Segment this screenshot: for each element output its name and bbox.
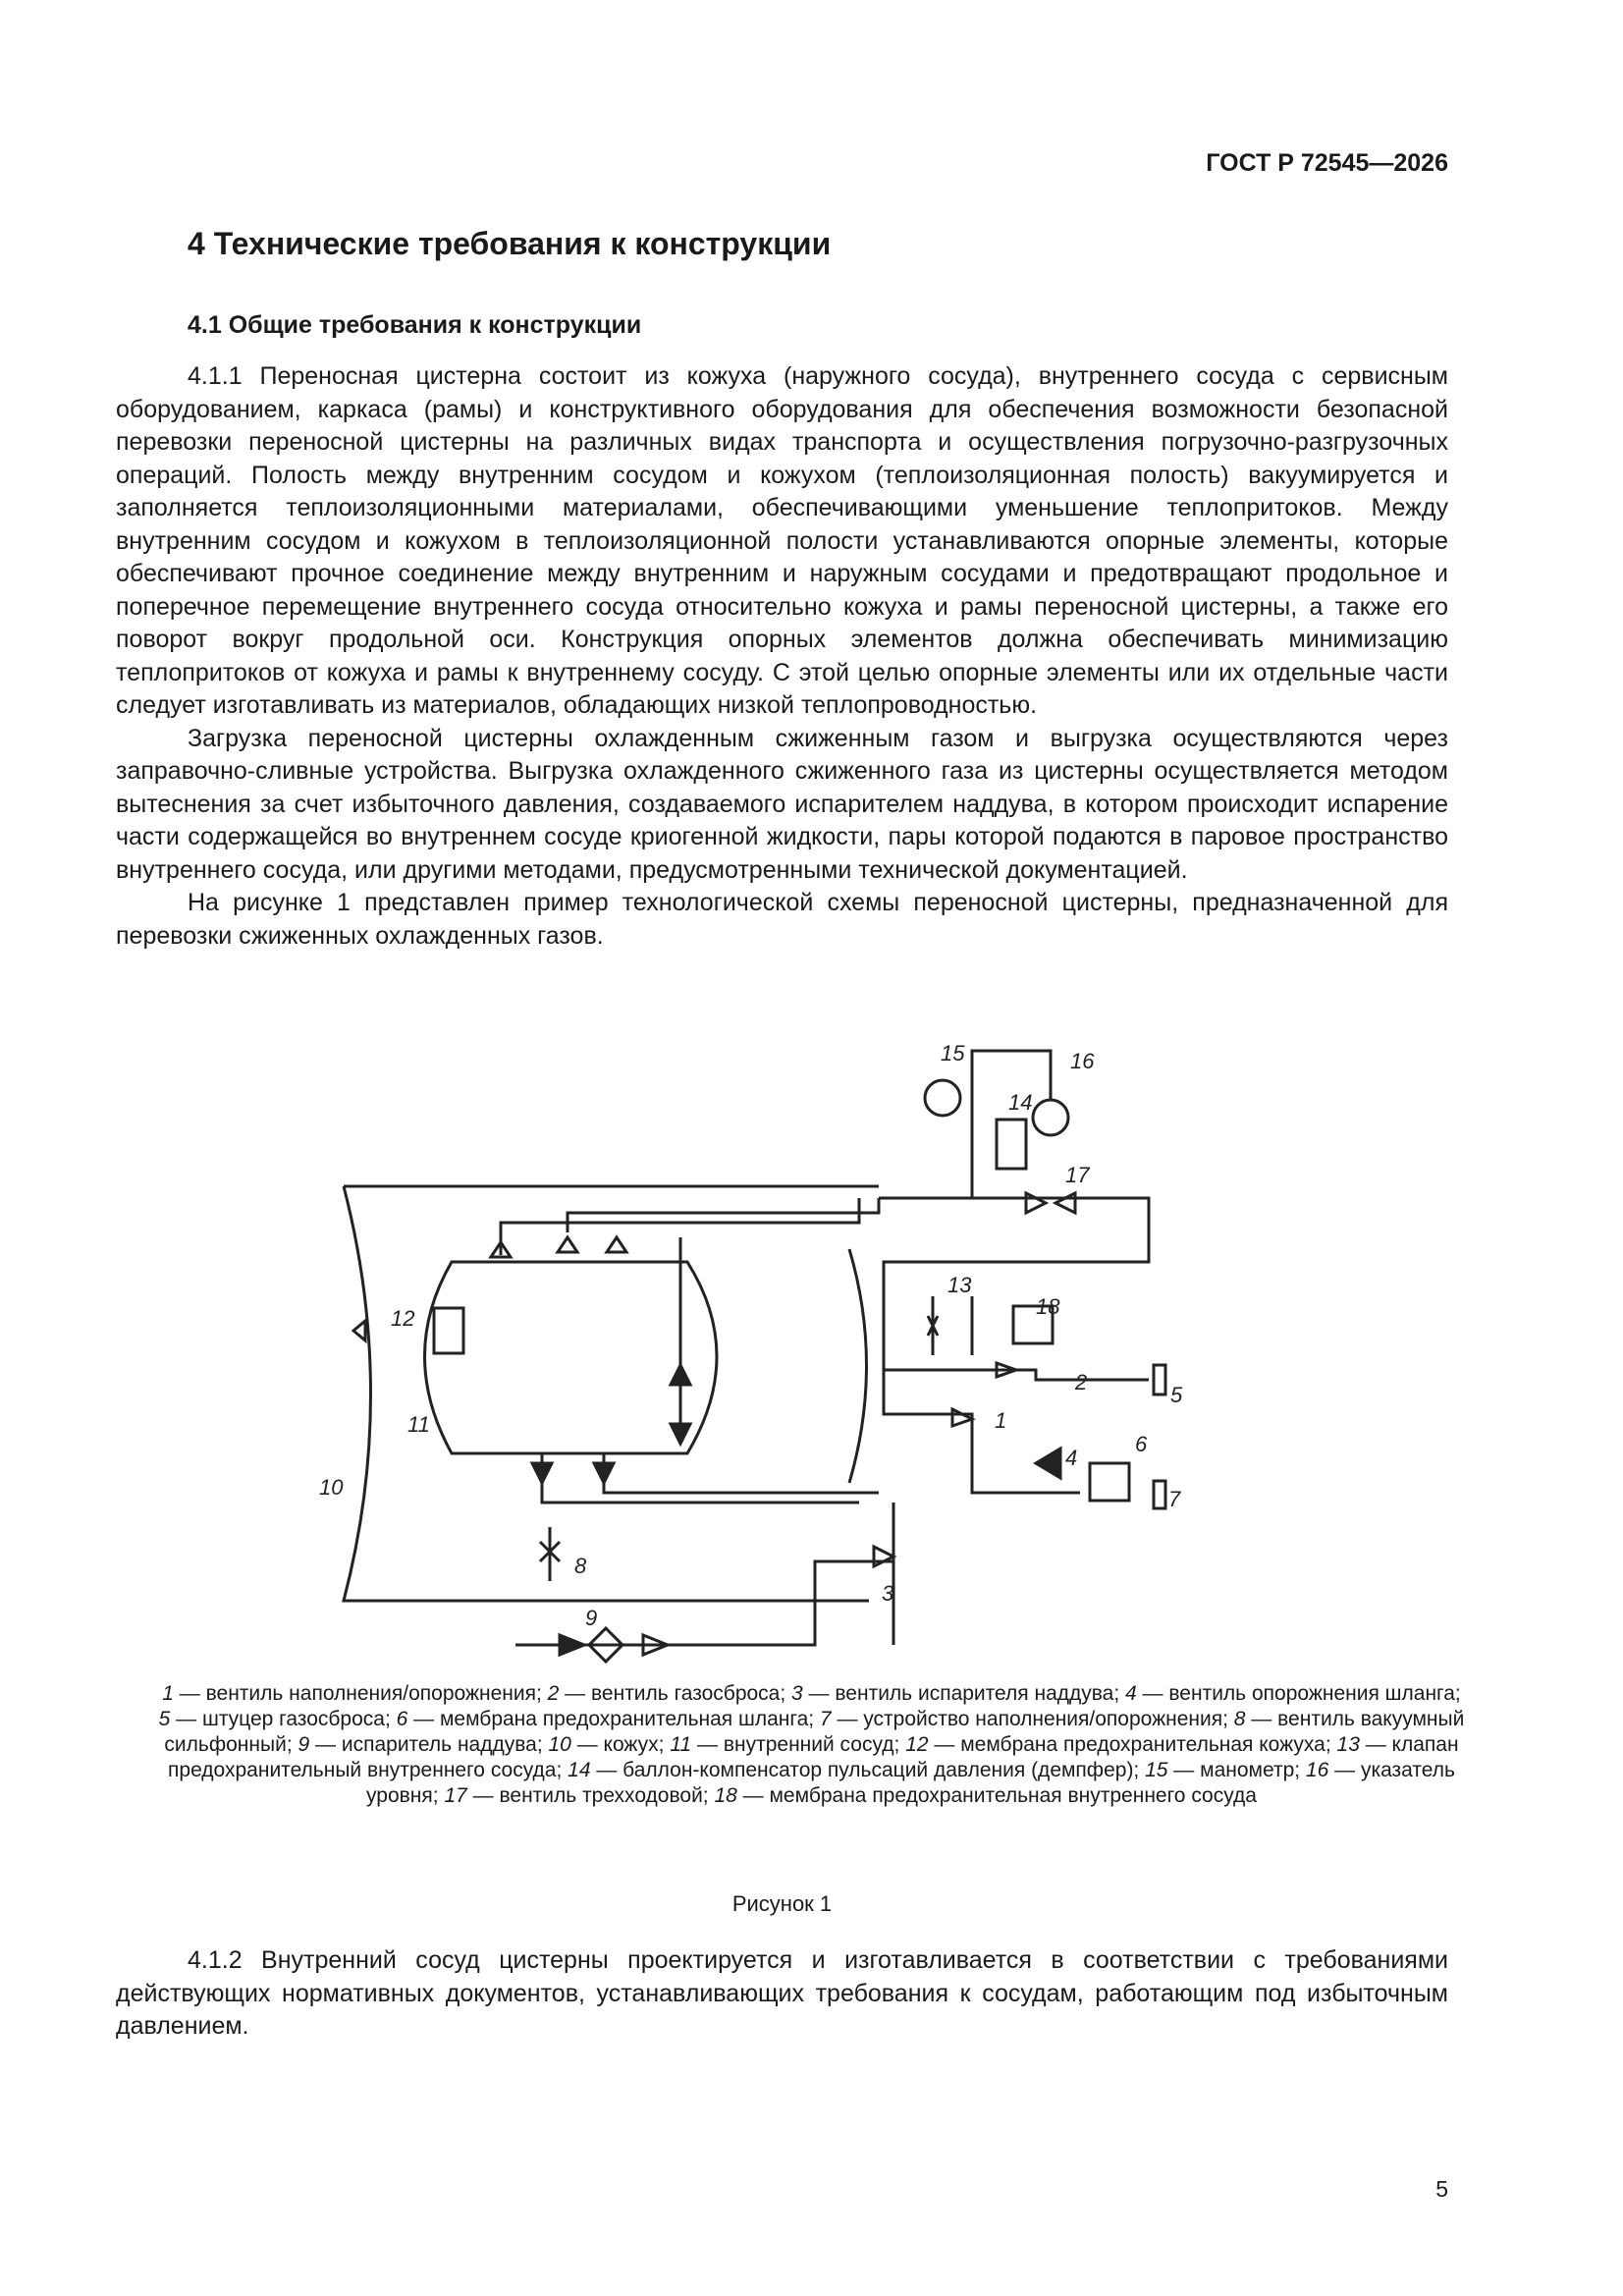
legend-item: 13 — клапан предохранительный внутреннего сосуда; — [168, 1733, 1459, 1781]
label-7: 7 — [1168, 1487, 1181, 1511]
legend-item: 4 — вентиль опорожнения шланга; — [1125, 1682, 1461, 1705]
fitting-5 — [1154, 1365, 1165, 1394]
label-18: 18 — [1036, 1294, 1060, 1319]
label-14: 14 — [1008, 1090, 1033, 1115]
top-valves — [491, 1237, 626, 1257]
pipe-top-2 — [568, 1198, 879, 1232]
pipe-bottom — [542, 1453, 879, 1503]
label-5: 5 — [1170, 1383, 1183, 1407]
label-10: 10 — [319, 1475, 344, 1500]
figure-caption: Рисунок 1 — [731, 1891, 833, 1916]
valve-3 — [874, 1547, 893, 1566]
valve-1 — [952, 1409, 972, 1426]
subsection-title: 4.1 Общие требования к конструкции — [188, 311, 642, 339]
label-17: 17 — [1065, 1163, 1090, 1187]
damper-14 — [997, 1120, 1026, 1169]
section-title: 4 Технические требования к конструкции — [188, 226, 832, 261]
label-3: 3 — [882, 1581, 894, 1606]
safety-valve-13 — [928, 1296, 938, 1355]
bottom-valves — [532, 1463, 614, 1483]
legend-item: 18 — мембрана предохранительная внутреннего сосуда — [714, 1784, 1257, 1807]
legend-item: 11 — внутренний сосуд; — [670, 1733, 906, 1756]
label-15: 15 — [941, 1041, 965, 1066]
paragraph: На рисунке 1 представлен пример технологической схемы переносной цистерны, предназначенной для перевозки сжиженных охлажденных газов. — [116, 889, 1448, 950]
label-11: 11 — [407, 1412, 430, 1437]
legend-item: 17 — вентиль трехходовой; — [444, 1784, 715, 1807]
figure-legend — [157, 1681, 1466, 1809]
label-12: 12 — [391, 1306, 415, 1331]
device-7 — [1154, 1481, 1165, 1508]
manometer-15 — [925, 1080, 960, 1116]
label-6: 6 — [1135, 1432, 1148, 1456]
legend-item: 15 — манометр; — [1145, 1759, 1306, 1781]
paragraph: 4.1.1 Переносная цистерна состоит из кожуха (наружного сосуда), внутреннего сосуда с сервисным оборудованием, каркаса (рамы) и конструктивного оборудования для обеспечения возможности безопасной перевозки переносной цистерны на различных видах транспорта и осуществления погрузочно-разгрузочных операций. Полость между внутренним сосудом и кожухом (теплоизоляционная полость) вакуумируется и заполняется теплоизоляционными материалами, обеспечивающими уменьшение теплопритоков. Между внутренним сосудом и кожухом в теплоизоляционной полости устанавливаются опорные элементы, которые обеспечивают прочное соединение между внутренним и наружным сосудами и предотвращают продольное и поперечное перемещение внутреннего сосуда относительно кожуха и рамы переносной цистерны, а также его поворот вокруг продольной оси. Конструкция опорных элементов должна обеспечивать минимизацию теплопритоков от кожуха и рамы к внутреннему сосуду. С этой целью опорные элементы или их отдельные части следует изготавливать из материалов, обладающих низкой теплопроводностью. — [116, 362, 1448, 719]
body-text-after — [116, 1944, 1448, 2044]
membrane-6 — [1090, 1463, 1129, 1501]
paragraph: Загрузка переносной цистерны охлажденным сжиженным газом и выгрузка осуществляются через заправочно-сливные устройства. Выгрузка охлажденного сжиженного газа из цистерны осуществляется методом вытеснения за счет избыточного давления, создаваемого испарителем наддува, в котором происходит испарение части содержащейся во внутреннем сосуде криогенной жидкости, пары которой подаются в паровое пространство внутреннего сосуда, или другими методами, предусмотренными технической документацией. — [116, 724, 1448, 884]
label-1: 1 — [995, 1408, 1007, 1433]
legend-item: 12 — мембрана предохранительная кожуха; — [905, 1733, 1337, 1756]
legend-item: 16 — указатель уровня; — [366, 1759, 1455, 1807]
figure-scheme — [295, 1031, 1183, 1660]
pipe-right — [884, 1370, 1149, 1493]
label-4: 4 — [1065, 1446, 1078, 1470]
level-gauge-16 — [1033, 1100, 1068, 1135]
casing-outline — [344, 1186, 879, 1601]
scheme-diagram — [295, 1031, 1183, 1660]
pipe-gauges — [879, 1139, 1149, 1414]
legend-item: 1 — вентиль наполнения/опорожнения; — [162, 1682, 548, 1705]
vacuum-valve-8 — [540, 1527, 560, 1581]
label-2: 2 — [1075, 1370, 1088, 1394]
evaporator-arrow — [560, 1635, 584, 1655]
legend-item: 5 — штуцер газосброса; — [158, 1708, 397, 1730]
legend-item: 10 — кожух; — [548, 1733, 671, 1756]
evaporator-line — [515, 1503, 893, 1645]
page-header-standard: ГОСТ Р 72545—2026 — [1206, 149, 1448, 177]
membrane-12 — [434, 1308, 463, 1353]
valve-4 — [1036, 1449, 1060, 1478]
label-8: 8 — [574, 1554, 587, 1578]
label-13: 13 — [947, 1273, 972, 1297]
legend-item: 2 — вентиль газосброса; — [547, 1682, 792, 1705]
casing-arrow — [353, 1321, 365, 1340]
paragraph: 4.1.2 Внутренний сосуд цистерны проектируется и изготавливается в соответствии с требованиями действующих нормативных документов, устанавливающих требования к сосудам, работающим под избыточным давлением. — [116, 1946, 1448, 2040]
legend-item: 14 — баллон-компенсатор пульсаций давления (демпфер); — [568, 1759, 1146, 1781]
three-way-valve-17 — [1026, 1193, 1075, 1213]
body-text — [116, 360, 1448, 953]
legend-item: 9 — испаритель наддува; — [298, 1733, 549, 1756]
page-number: 5 — [1435, 2176, 1448, 2202]
legend-item: 3 — вентиль испарителя наддува; — [791, 1682, 1126, 1705]
legend-item: 6 — мембрана предохранительная шланга; — [396, 1708, 820, 1730]
label-16: 16 — [1070, 1049, 1095, 1073]
legend-item: 7 — устройство наполнения/опорожнения; — [819, 1708, 1234, 1730]
label-9: 9 — [585, 1606, 598, 1630]
casing-inner-wall — [849, 1249, 867, 1483]
legend-item: 8 — вентиль вакуумный сильфонный; — [164, 1708, 1465, 1756]
